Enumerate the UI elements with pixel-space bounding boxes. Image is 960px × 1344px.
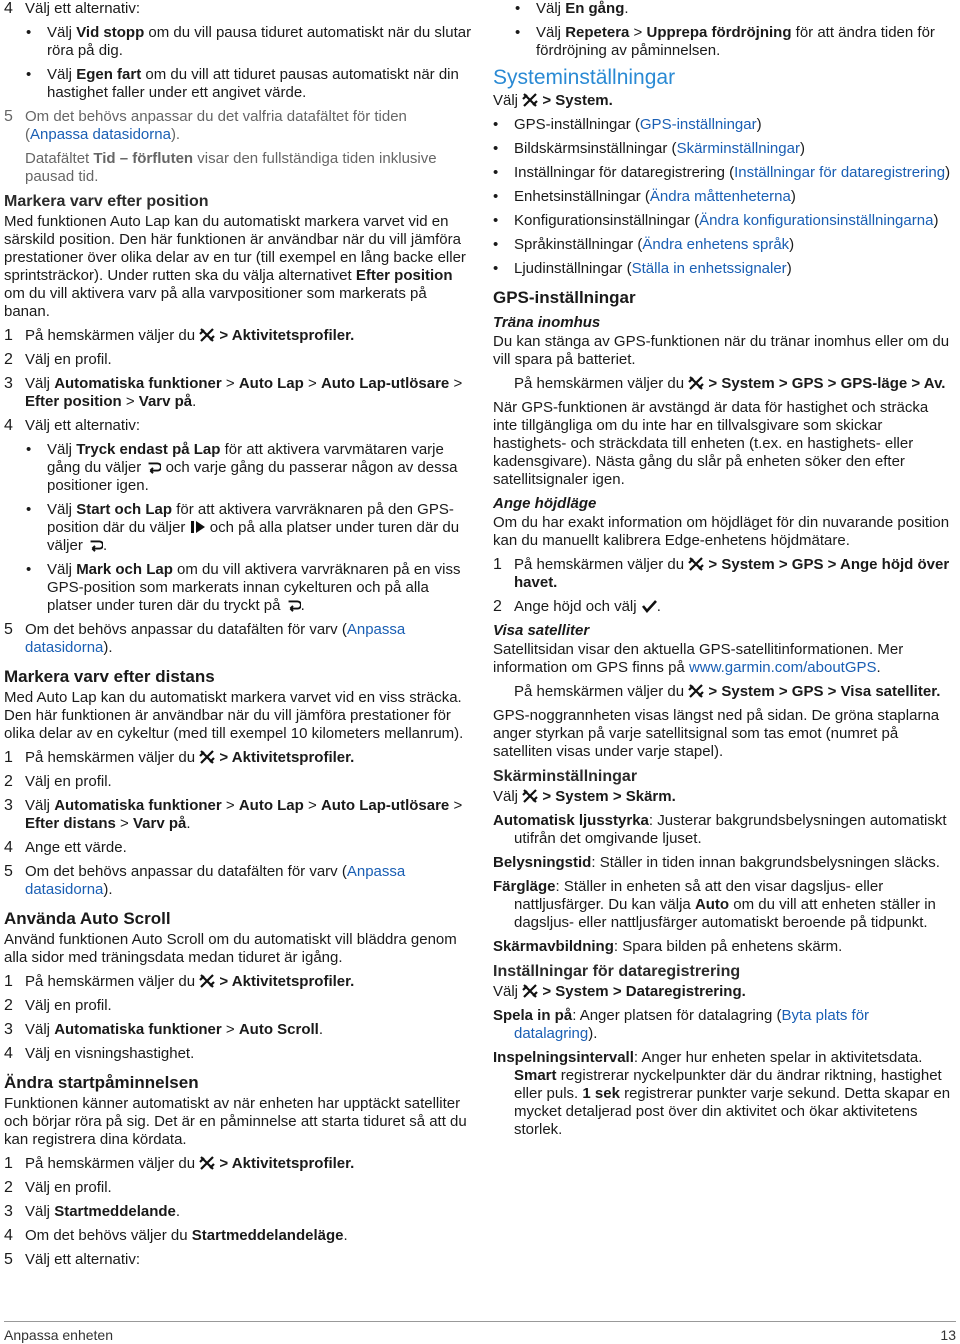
step-4: 4 Välj en visningshastighet. [4, 1045, 195, 1062]
paragraph: Du kan stänga av GPS-funktionen när du tränar inomhus eller om du vill spara på batteriet. [493, 333, 950, 368]
definition: Belysningstid: Ställer in tiden innan bakgrundsbelysningen släcks. [493, 854, 940, 871]
settings-link[interactable]: Ställa in enhetssignaler [631, 260, 787, 277]
step-3: 3 Välj Automatiska funktioner > Auto Lap > Auto Lap-utlösare > Efter position > Varv på. [4, 375, 463, 410]
paragraph: Satellitsidan visar den aktuella GPS-satellitinformationen. Mer information om GPS finns på www.garmin.com/aboutGPS. [493, 641, 904, 676]
step-1: 1 På hemskärmen väljer du > Aktivitetsprofiler. [4, 973, 355, 990]
settings-list [493, 116, 955, 278]
step-4: 4 Välj ett alternativ: [4, 0, 141, 17]
section-title: Markera varv efter distans [4, 667, 215, 686]
menu-path: Välj > System > Skärm. [493, 788, 676, 805]
settings-list-item: • GPS-inställningar (GPS-inställningar) [493, 116, 762, 133]
checkmark-icon [641, 599, 657, 613]
settings-icon [199, 328, 215, 342]
settings-icon [688, 557, 704, 571]
settings-link[interactable]: Skärminställningar [676, 140, 800, 157]
step-5: 5 Om det behövs anpassar du datafälten för varv (Anpassa datasidorna). [4, 863, 406, 898]
definition: Spela in på: Anger platsen för datalagring (Byta plats för datalagring). [493, 1007, 870, 1042]
paragraph: Med funktionen Auto Lap kan du automatiskt markera varvet vid en särskild position. Den här funktionen är användbar när du vill jämföra prestationer över olika delar av en tur (till exempel en lång backe eller sprintsträckor). Under rutten ska du välja alternativet Efter position om du vill aktivera varv på alla varvpositioner som markerats på banan. [4, 213, 466, 320]
step-3: 3 Välj Startmeddelande. [4, 1203, 181, 1220]
paragraph: Använd funktionen Auto Scroll om du automatiskt vill bläddra genom alla sidor med träningsdata medan tiduret är igång. [4, 931, 457, 966]
settings-icon [199, 1156, 215, 1170]
lap-icon [145, 460, 161, 474]
step-3: 3 Välj Automatiska funktioner > Auto Lap > Auto Lap-utlösare > Efter distans > Varv på. [4, 797, 463, 832]
step-2: 2 Välj en profil. [4, 773, 112, 790]
step-1: 1 På hemskärmen väljer du > Aktivitetsprofiler. [4, 327, 355, 344]
step: På hemskärmen väljer du > System > GPS > GPS-läge > Av. [514, 375, 946, 392]
link-anpassa-datasidorna[interactable]: Anpassa datasidorna [30, 126, 171, 143]
settings-link[interactable]: GPS-inställningar [639, 116, 757, 133]
settings-link[interactable]: Ändra enhetens språk [642, 236, 790, 253]
link-byta-plats[interactable]: Byta plats för datalagring [514, 1007, 870, 1042]
step: På hemskärmen väljer du > System > GPS > Visa satelliter. [514, 683, 941, 700]
settings-link[interactable]: Inställningar för dataregistrering [734, 164, 946, 181]
step-2: 2 Välj en profil. [4, 997, 112, 1014]
section-title: Ändra startpåminnelsen [4, 1073, 199, 1092]
section-title: Använda Auto Scroll [4, 909, 171, 928]
step-2: 2 Ange höjd och välj . [493, 598, 661, 615]
definition: Färgläge: Ställer in enheten så att den visar dagsljus- eller nattljusfärger. Du kan välja Auto om du vill att enheten ställer in dagsljus- eller nattljusfärger automatiskt beroende på tidpunkt. [493, 878, 936, 931]
page-number: 13 [940, 1327, 956, 1343]
paragraph: Med Auto Lap kan du automatiskt markera varvet vid en viss sträcka. Den här funktionen är användbar när du vill jämföra prestationer för olika delar av en cykeltur (med till exempel 10 kilometers mellanrum). [4, 689, 464, 742]
step-1: 1 På hemskärmen väljer du > Aktivitetsprofiler. [4, 1155, 355, 1172]
settings-list-item: • Enhetsinställningar (Ändra måttenheterna) [493, 188, 796, 205]
step-1: 1 På hemskärmen väljer du > System > GPS > Ange höjd över havet. [493, 556, 950, 591]
settings-list-item: • Bildskärmsinställningar (Skärminställningar) [493, 140, 805, 157]
menu-path: Välj > System. [493, 92, 613, 109]
paragraph: När GPS-funktionen är avstängd är data för hastighet och sträcka inte tillgängliga om du inte har en tillvalsgivare som skickar hastighets- och sträckdata till enheten (t.ex. en hastighets- eller kadensgivare). Nästa gång du slår på enheten söker den efter satellitsignaler igen. [493, 399, 929, 488]
option-item: • Välj Repetera > Upprepa fördröjning för att ändra tiden för fördröjning av påminnelsen. [515, 24, 935, 59]
definition: Inspelningsintervall: Anger hur enheten spelar in aktivitetsdata. Smart registrerar nyckelpunkter där du ändrar riktning, hastighet eller puls. 1 sek registrerar punkter varje sekund. Detta skapar en mycket detaljerad post över din aktivitet och ökar aktivitetens storlek. [493, 1049, 951, 1138]
step-1: 1 På hemskärmen väljer du > Aktivitetsprofiler. [4, 749, 355, 766]
option-item: • Välj Start och Lap för att aktivera varvräknaren på den GPS-position där du väljer och på alla platser under turen där du väljer . [26, 501, 460, 554]
step-4: 4 Välj ett alternativ: [4, 417, 141, 434]
settings-list-item: • Konfigurationsinställningar (Ändra konfigurationsinställningarna) [493, 212, 939, 229]
lap-icon [285, 598, 301, 612]
option-item: • Välj Egen fart om du vill att tiduret pausas automatiskt när din hastighet faller under ett angivet värde. [26, 66, 459, 101]
definition: Skärmavbildning: Spara bilden på enhetens skärm. [493, 938, 843, 955]
settings-link[interactable]: Ändra konfigurationsinställningarna [699, 212, 934, 229]
option-item: • Välj En gång. [515, 0, 629, 17]
settings-list-item: • Inställningar för dataregistrering (Inställningar för dataregistrering) [493, 164, 951, 181]
step-5: 5 Om det behövs anpassar du datafälten för varv (Anpassa datasidorna). [4, 621, 406, 656]
paragraph: Om du har exakt information om höjdläget för din nuvarande position kan du manuellt kalibrera Edge-enhetens höjdmätare. [493, 514, 950, 549]
step-4: 4 Om det behövs väljer du Startmeddelandeläge. [4, 1227, 348, 1244]
right-column [493, 0, 955, 1145]
step-3: 3 Välj Automatiska funktioner > Auto Scroll. [4, 1021, 324, 1038]
step-2: 2 Välj en profil. [4, 351, 112, 368]
section-title: Inställningar för dataregistrering [493, 963, 741, 980]
settings-link[interactable]: Ändra måttenheterna [649, 188, 791, 205]
lap-icon [87, 538, 103, 552]
option-item: • Välj Mark och Lap om du vill aktivera varvräknaren på en viss GPS-position som markerats innan cykelturen och på alla platser under turen där du tryckt på . [26, 561, 461, 614]
note: Datafältet Tid – förfluten visar den fullständiga tiden inklusive pausad tid. [25, 150, 437, 185]
subsection-title: Visa satelliter [493, 622, 590, 639]
subsection-title: Träna inomhus [493, 314, 601, 331]
settings-icon [688, 684, 704, 698]
option-item: • Välj Vid stopp om du vill pausa tiduret automatiskt när du slutar röra på dig. [26, 24, 472, 59]
left-column [4, 0, 474, 1275]
subsection-title: Ange höjdläge [493, 495, 597, 512]
menu-path: Välj > System > Dataregistrering. [493, 983, 746, 1000]
step-5: 5 Om det behövs anpassar du det valfria datafältet för tiden (Anpassa datasidorna). [4, 108, 407, 143]
start-stop-icon [190, 520, 206, 534]
settings-icon [522, 789, 538, 803]
definition: Automatisk ljusstyrka: Justerar bakgrundsbelysningen automatiskt utifrån det omgivande ljuset. [493, 812, 947, 847]
settings-icon [688, 376, 704, 390]
section-title: GPS-inställningar [493, 288, 636, 307]
settings-icon [522, 93, 538, 107]
section-title: Markera varv efter position [4, 193, 209, 210]
section-title: Skärminställningar [493, 768, 638, 785]
settings-list-item: • Ljudinställningar (Ställa in enhetssignaler) [493, 260, 792, 277]
page-footer [4, 1321, 956, 1344]
settings-list-item: • Språkinställningar (Ändra enhetens språk) [493, 236, 795, 253]
footer-chapter: Anpassa enheten [4, 1327, 113, 1343]
settings-icon [199, 750, 215, 764]
paragraph: GPS-noggrannheten visas längst ned på sidan. De gröna staplarna anger styrkan på varje satellitsignal som tas emot (numret på satelliten visas under varje stapel). [493, 707, 940, 760]
step-2: 2 Välj en profil. [4, 1179, 112, 1196]
link-garmin-about-gps[interactable]: www.garmin.com/aboutGPS [688, 659, 877, 676]
settings-icon [522, 984, 538, 998]
paragraph: Funktionen känner automatiskt av när enheten har upptäckt satelliter och börjar röra på sig. Det är en påminnelse att starta tiduret så att du kan registrera dina kördata. [4, 1095, 467, 1148]
step-4: 4 Ange ett värde. [4, 839, 127, 856]
step-5: 5 Välj ett alternativ: [4, 1251, 141, 1268]
link-anpassa-datasidorna[interactable]: Anpassa datasidorna [25, 621, 406, 656]
option-item: • Välj Tryck endast på Lap för att aktivera varvmätaren varje gång du väljer och varje gång du passerar någon av dessa positioner igen. [26, 441, 458, 494]
settings-icon [199, 974, 215, 988]
link-anpassa-datasidorna[interactable]: Anpassa datasidorna [25, 863, 406, 898]
section-title: Systeminställningar [493, 66, 676, 89]
